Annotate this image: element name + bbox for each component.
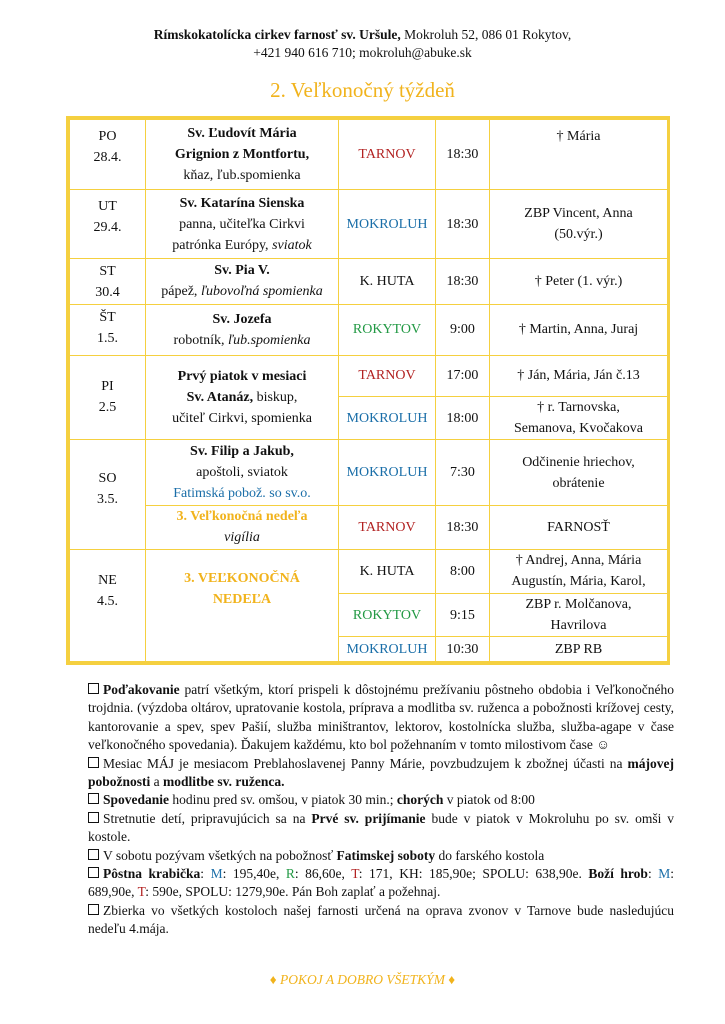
saint-cell: Prvý piatok v mesiaci Sv. Atanáz, biskup, učiteľ Cirkvi, spomienka — [146, 355, 339, 440]
saint-cell: Sv. Katarína Sienska panna, učiteľka Cirkvi patrónka Európy, sviatok — [146, 190, 339, 258]
footer-blessing: ♦ POKOJ A DOBRO VŠETKÝM ♦ — [269, 972, 456, 987]
vigil-cell: 3. Veľkonočná nedeľa vigília — [146, 505, 339, 549]
place-cell: TARNOV — [339, 505, 436, 549]
intention-cell: † Martin, Anna, Juraj — [490, 304, 668, 355]
saint-cell: Sv. Ľudovít Mária Grignion z Montfortu, kňaz, ľub.spomienka — [146, 120, 339, 190]
table-row — [70, 304, 668, 355]
intention-cell: ZBP r. Molčanova, Havrilova — [490, 593, 668, 637]
place-cell: K. HUTA — [339, 549, 436, 593]
intention-cell: † Ján, Mária, Ján č.13 — [490, 355, 668, 396]
table-row — [70, 355, 668, 396]
saint-cell: Sv. Jozefa robotník, ľub.spomienka — [146, 304, 339, 355]
intention-cell: † Andrej, Anna, Mária Augustín, Mária, Karol, — [490, 549, 668, 593]
saint-cell: Sv. Pia V. pápež, ľubovoľná spomienka — [146, 258, 339, 304]
place-cell: MOKROLUH — [339, 637, 436, 662]
time-cell: 8:00 — [436, 549, 490, 593]
time-cell: 7:30 — [436, 440, 490, 505]
announcement-item: Pôstna krabička: M: 195,40e, R: 86,60e, T: 171, KH: 185,90e; SPOLU: 638,90e. Boží hrob: M: 689,90e, T: 590e, SPOLU: 1279,90e. Pán Boh zaplať a požehnaj. — [88, 866, 675, 900]
intention-cell: † r. Tarnovska, Semanova, Kvočakova — [490, 396, 668, 440]
time-cell: 18:30 — [436, 190, 490, 258]
place-cell: MOKROLUH — [339, 190, 436, 258]
table-row — [70, 190, 668, 258]
time-cell: 9:00 — [436, 304, 490, 355]
time-cell: 18:30 — [436, 120, 490, 190]
place-cell: MOKROLUH — [339, 396, 436, 440]
day-cell: PO 28.4. — [70, 120, 146, 190]
day-cell: UT 29.4. — [70, 190, 146, 258]
announcement-item: V sobotu pozývam všetkých na pobožnosť Fatimskej soboty do farského kostola — [88, 847, 674, 865]
parish-header — [0, 26, 725, 62]
place-cell: MOKROLUH — [339, 440, 436, 505]
parish-address: Mokroluh 52, 086 01 Rokytov, — [400, 27, 572, 42]
announcement-item: Stretnutie detí, pripravujúcich sa na Prvé sv. prijímanie bude v piatok v Mokroluhu po sv. omši v kostole. — [88, 810, 674, 845]
table-row — [70, 440, 668, 505]
parish-contact: +421 940 616 710; mokroluh@abuke.sk — [253, 45, 472, 60]
checkbox-icon — [88, 683, 99, 694]
checkbox-icon — [88, 849, 99, 860]
time-cell: 18:00 — [436, 396, 490, 440]
intention-cell: ZBP Vincent, Anna (50.výr.) — [490, 190, 668, 258]
checkbox-icon — [88, 757, 99, 768]
table-row — [70, 549, 668, 593]
page-title: 2. Veľkonočný týždeň — [270, 78, 455, 102]
time-cell: 9:15 — [436, 593, 490, 637]
time-cell: 17:00 — [436, 355, 490, 396]
intention-cell: FARNOSŤ — [490, 505, 668, 549]
intention-cell: Odčinenie hriechov, obrátenie — [490, 440, 668, 505]
place-cell: ROKYTOV — [339, 304, 436, 355]
parish-name: Rímskokatolícka cirkev farnosť sv. Uršule, — [153, 27, 401, 42]
place-cell: K. HUTA — [339, 258, 436, 304]
announcements — [88, 681, 674, 939]
checkbox-icon — [88, 904, 99, 915]
announcement-item: Mesiac MÁJ je mesiacom Preblahoslavenej Panny Márie, povzbudzujem k zbožnej účasti na májovej pobožnosti a modlitbe sv. ruženca. — [88, 755, 674, 790]
day-cell: PI 2.5 — [70, 355, 146, 440]
intention-cell: † Mária — [490, 120, 668, 190]
place-cell: ROKYTOV — [339, 593, 436, 637]
announcement-item: Spovedanie hodinu pred sv. omšou, v piatok 30 min.; chorých v piatok od 8:00 — [88, 791, 674, 809]
day-cell: ST 30.4 — [70, 258, 146, 304]
table-row — [70, 258, 668, 304]
table-row — [70, 120, 668, 190]
checkbox-icon — [88, 867, 99, 878]
day-cell: NE 4.5. — [70, 549, 146, 661]
day-cell: SO 3.5. — [70, 440, 146, 549]
intention-cell: ZBP RB — [490, 637, 668, 662]
announcement-item: Zbierka vo všetkých kostoloch našej farnosti určená na oprava zvonov v Tarnove bude nasledujúcu nedeľu 4.mája. — [88, 902, 674, 937]
schedule-table — [66, 116, 670, 665]
time-cell: 18:30 — [436, 258, 490, 304]
place-cell: TARNOV — [339, 120, 436, 190]
feast-cell: 3. VEĽKONOČNÁ NEDEĽA — [146, 549, 339, 661]
time-cell: 18:30 — [436, 505, 490, 549]
announcement-item: Poďakovanie patrí všetkým, ktorí prispeli k dôstojnému prežívaniu pôstneho obdobia i Veľkonočného trojdnia. (výzdoba oltárov, upratovanie kostola, príprava a modlitba sv. ruženca a pobožnosti krížovej cesty, kantorovanie a spev, spev Pašií, služba miništrantov, lektorov, kostolnícka služba, služba-agape v čase veľkonočného spovedania). Ďakujem každému, kto bol požehnaním v tomto milostivom čase ☺ — [88, 682, 674, 753]
checkbox-icon — [88, 793, 99, 804]
table-row — [70, 505, 668, 549]
place-cell: TARNOV — [339, 355, 436, 396]
time-cell: 10:30 — [436, 637, 490, 662]
checkbox-icon — [88, 812, 99, 823]
saint-cell: Sv. Filip a Jakub, apoštoli, sviatok Fatimská pobož. so sv.o. — [146, 440, 339, 505]
day-cell: ŠT 1.5. — [70, 304, 146, 355]
intention-cell: † Peter (1. výr.) — [490, 258, 668, 304]
